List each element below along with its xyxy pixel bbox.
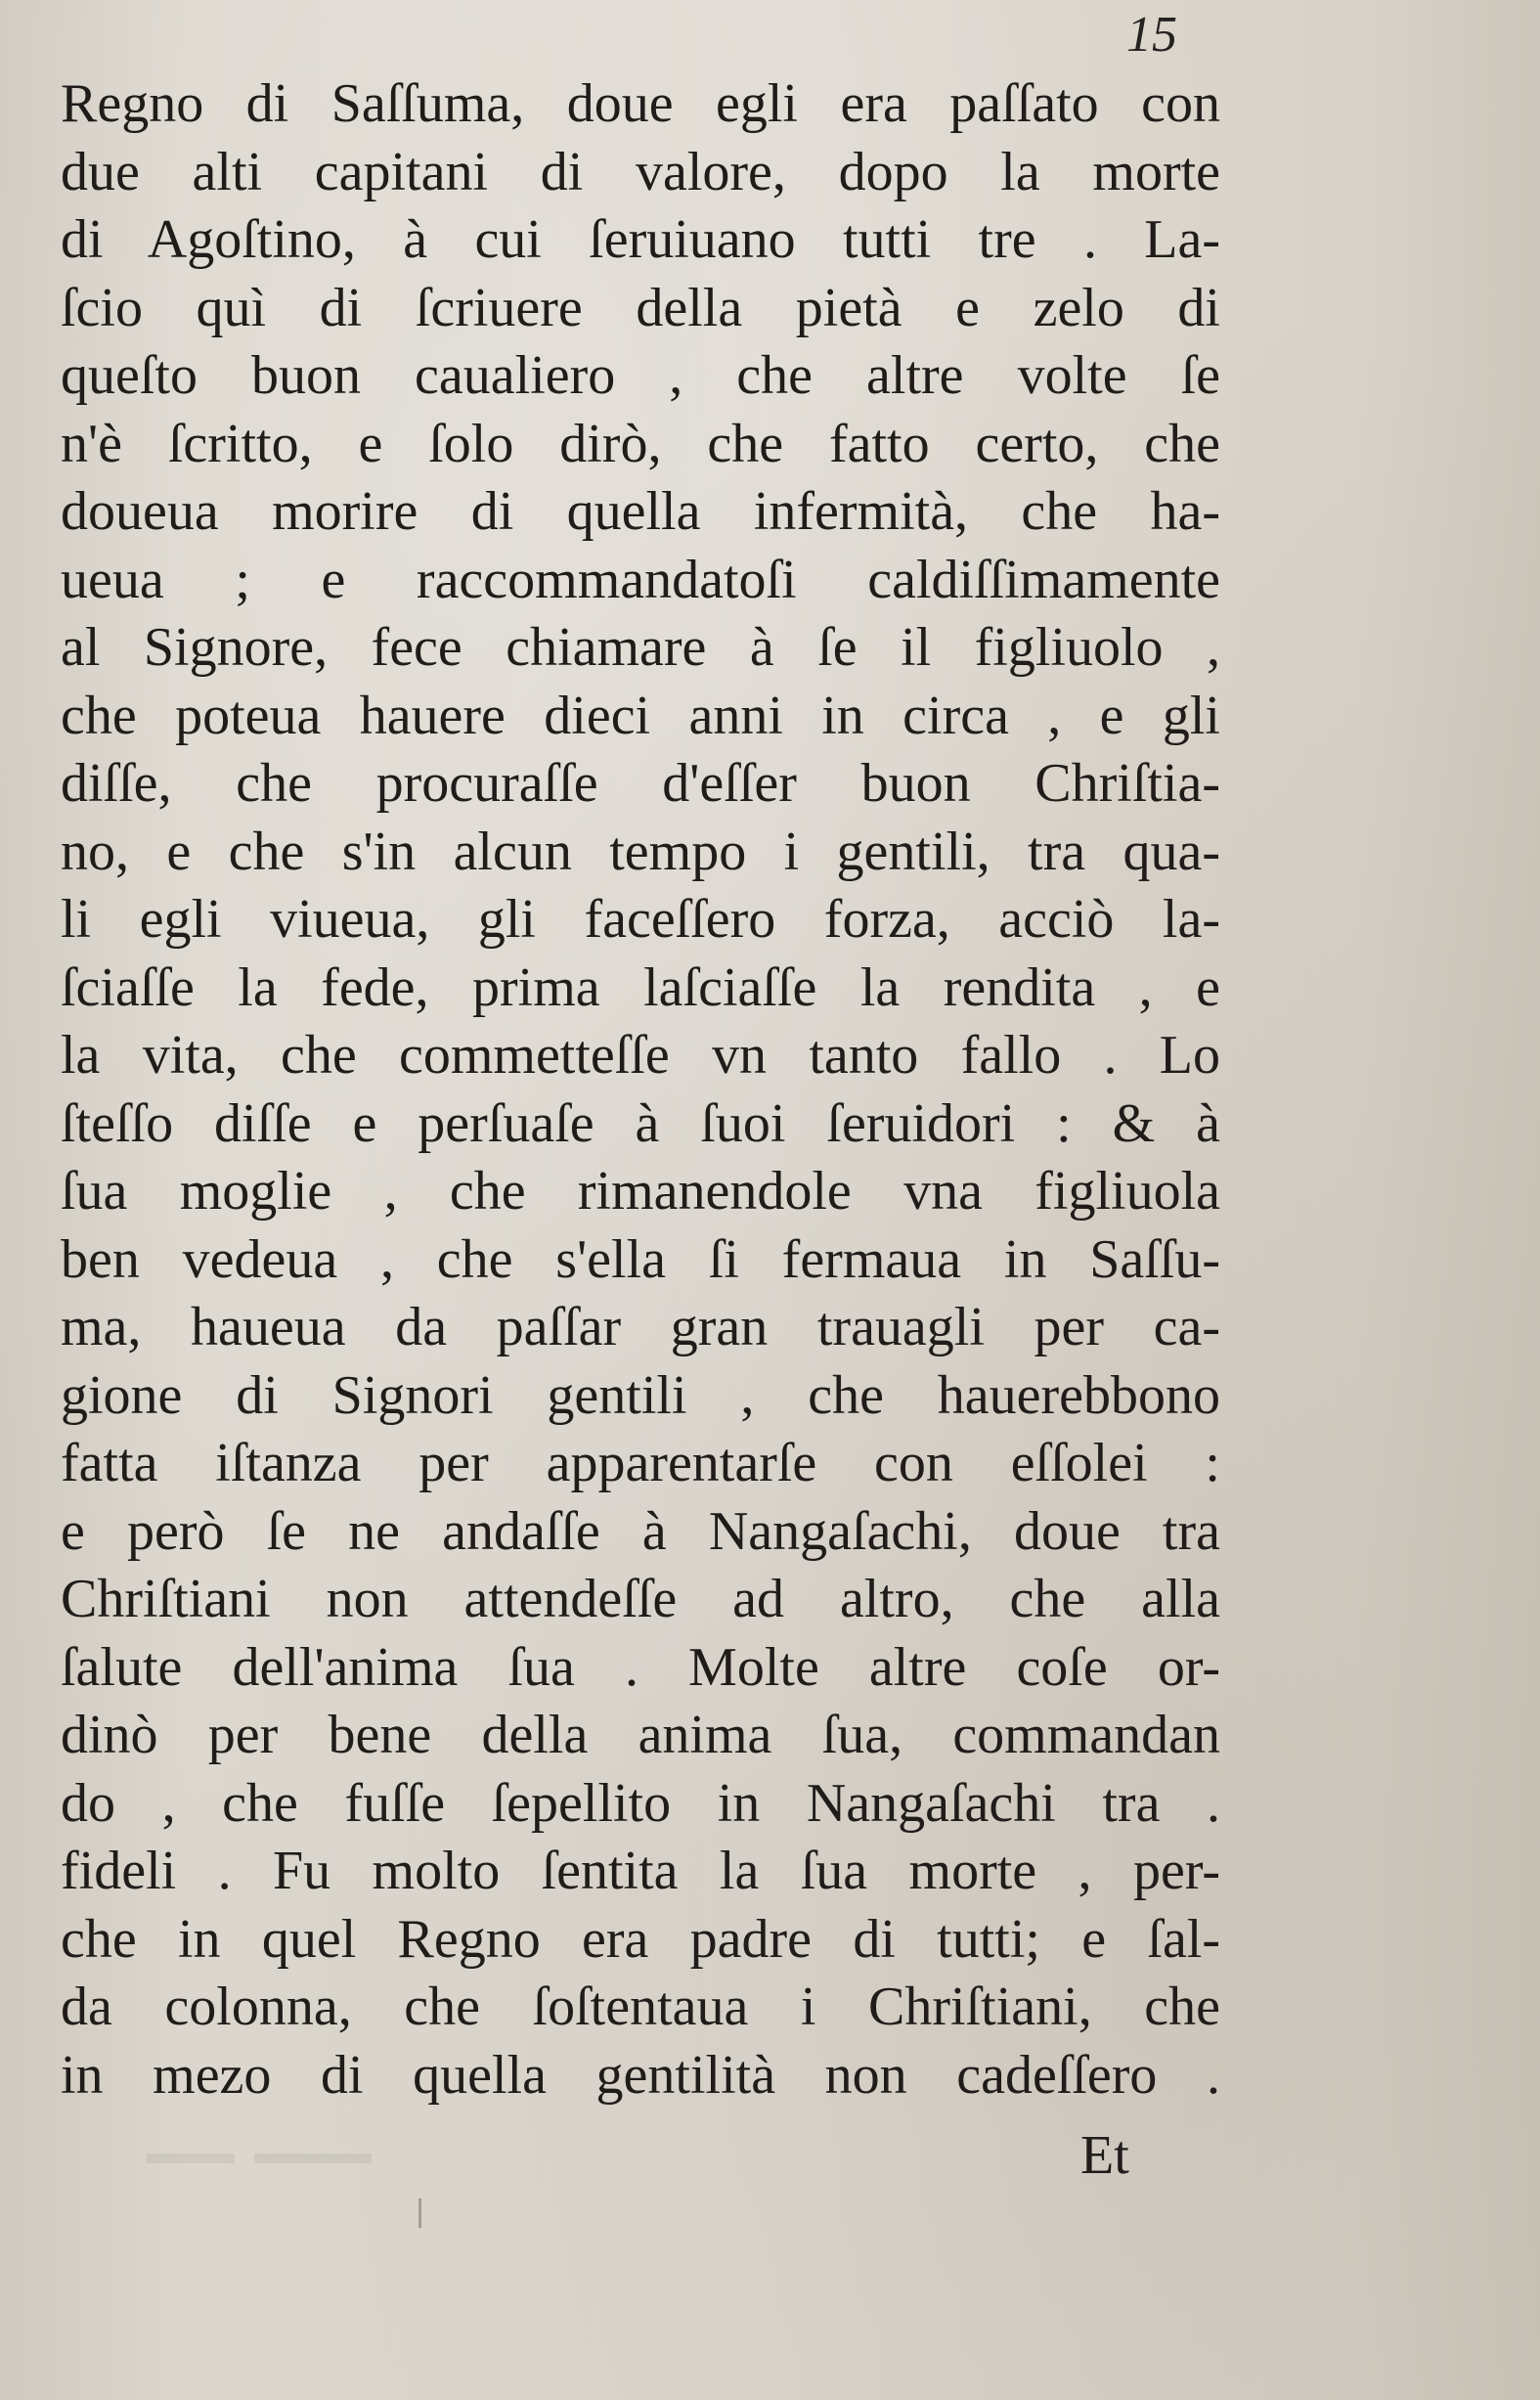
- text-line: ſua moglie , che rimanendole vna figliuola: [61, 1161, 1220, 1222]
- text-line: dinò per bene della anima ſua, commandan: [61, 1705, 1220, 1765]
- text-line: li egli viueua, gli faceſſero forza, acciò la-: [61, 889, 1220, 950]
- catchword: Et: [1080, 2125, 1129, 2186]
- text-line: Chriſtiani non attendeſſe ad altro, che alla: [61, 1569, 1220, 1629]
- bleed-through-mark: [137, 2140, 372, 2179]
- text-line: fideli . Fu molto ſentita la ſua morte , per-: [61, 1841, 1220, 1901]
- text-line: che in quel Regno era padre di tutti; e ſal-: [61, 1908, 1220, 1970]
- text-line: queſto buon caualiero , che altre volte ſe: [61, 345, 1220, 406]
- text-line: ſteſſo diſſe e perſuaſe à ſuoi ſeruidori : & à: [61, 1092, 1220, 1154]
- bleed-through-text: [137, 2140, 372, 2189]
- text-line: e però ſe ne andaſſe à Nangaſachi, doue tra: [61, 1500, 1220, 1562]
- text-line: due alti capitani di valore, dopo la morte: [61, 141, 1220, 202]
- text-line: ma, haueua da paſſar gran trauagli per ca-: [61, 1297, 1220, 1357]
- text-line: di Agoſtino, à cui ſeruiuano tutti tre . La-: [61, 209, 1220, 270]
- text-line: ben vedeua , che s'ella ſi fermaua in Saſſu-: [61, 1228, 1220, 1290]
- page-number: 15: [1126, 7, 1177, 63]
- text-line: do , che fuſſe ſepellito in Nangaſachi tra .: [61, 1772, 1220, 1834]
- text-line: Regno di Saſſuma, doue egli era paſſato con: [61, 73, 1220, 134]
- text-line: gione di Signori gentili , che hauerebbono: [61, 1364, 1220, 1426]
- text-line: n'è ſcritto, e ſolo dirò, che fatto certo, che: [61, 413, 1220, 474]
- body-text: [61, 70, 1220, 2110]
- text-line: diſſe, che procuraſſe d'eſſer buon Chriſtia-: [61, 753, 1220, 814]
- text-line: ſcio quì di ſcriuere della pietà e zelo di: [61, 277, 1220, 338]
- text-line: da colonna, che ſoſtentaua i Chriſtiani, che: [61, 1977, 1220, 2037]
- paper-mark: [418, 2199, 421, 2228]
- text-line: ſciaſſe la fede, prima laſciaſſe la rendita , e: [61, 956, 1220, 1018]
- text-line: doueua morire di quella infermità, che ha-: [61, 481, 1220, 542]
- text-line: ſalute dell'anima ſua . Molte altre coſe or-: [61, 1636, 1220, 1698]
- text-line: la vita, che commetteſſe vn tanto fallo . Lo: [61, 1025, 1220, 1086]
- text-line: al Signore, fece chiamare à ſe il figliuolo ,: [61, 617, 1220, 678]
- text-line: che poteua hauere dieci anni in circa , e gli: [61, 685, 1220, 746]
- text-line: in mezo di quella gentilità non cadeſſero .: [61, 2044, 1220, 2106]
- text-line: no, e che s'in alcun tempo i gentili, tra qua-: [61, 821, 1220, 882]
- text-line: ueua ; e raccommandatoſi caldiſſimamente: [61, 549, 1220, 610]
- text-line: fatta iſtanza per apparentarſe con eſſolei :: [61, 1433, 1220, 1493]
